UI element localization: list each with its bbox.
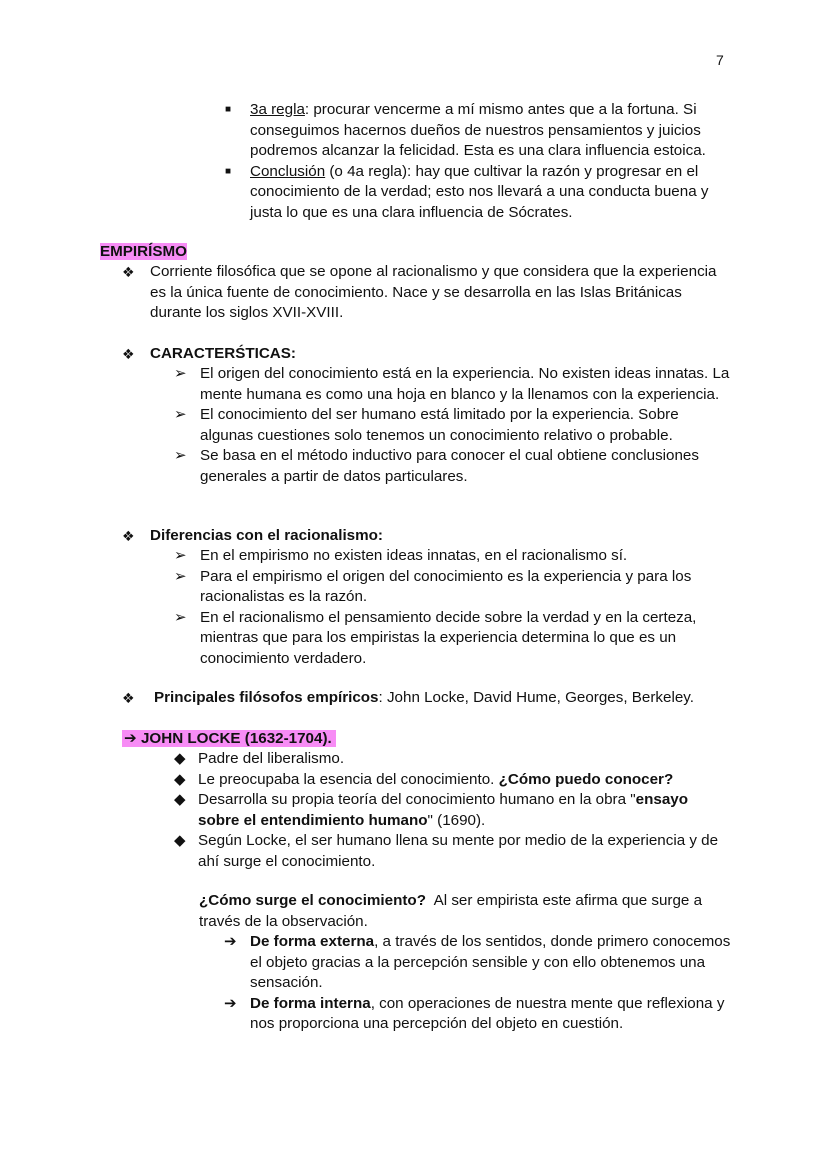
list-item: ➢ El origen del conocimiento está en la experiencia. No existen ideas innatas. La mente humana es como una hoja en blanco y la llenamos con la experiencia. (174, 365, 730, 403)
rule-label: Conclusión (250, 162, 326, 180)
section-heading-empirismo: EMPIRÍSMO (100, 243, 187, 260)
diferencias-title: ❖ Diferencias con el racionalismo: (122, 526, 732, 547)
black-diamond-bullet-icon: ◆ (174, 750, 186, 767)
locke-forms-list (224, 932, 732, 1035)
list-item: ➢ El conocimiento del ser humano está limitado por la experiencia. Sobre algunas cuestiones solo tenemos un conocimiento relativo o probable. (174, 406, 679, 444)
list-item: ◆ Le preocupaba la esencia del conocimiento. ¿Cómo puedo conocer? (174, 770, 730, 791)
list-item: ➢ Para el empirismo el origen del conocimiento es la experiencia y para los racionalistas es la razón. (174, 567, 692, 606)
black-diamond-bullet-icon: ◆ (174, 832, 186, 850)
diamond-bullet-icon: ❖ (122, 690, 135, 706)
list-item: ➢ En el racionalismo el pensamiento decide sobre la verdad y en la certeza, mientras que para los empiristas la experiencia determina lo que es un conocimiento verdadero. (174, 608, 697, 667)
list-item: ➔ De forma interna, con operaciones de nuestra mente que reflexiona y nos proporciona una percepción del objeto en cuestión. (224, 994, 725, 1033)
list-item: ◆ Padre del liberalismo. (174, 749, 730, 770)
page-number: 7 (716, 52, 724, 68)
list-item (225, 100, 730, 162)
list-item: ➢ En el empirismo no existen ideas innatas, en el racionalismo sí. (174, 546, 730, 567)
principales-filosofos: ❖ Principales filósofos empíricos: John Locke, David Hume, Georges, Berkeley. (122, 688, 742, 709)
arrowhead-bullet-icon: ➢ (174, 365, 187, 382)
diferencias-list (174, 546, 730, 670)
empirismo-definition: ❖ Corriente filosófica que se opone al racionalismo y que considera que la experiencia es la única fuente de conocimiento. Nace y se desarrolla en las Islas Británicas durante los siglos XVII-XVIII. (122, 263, 717, 322)
arrowhead-bullet-icon: ➢ (174, 406, 187, 424)
arrow-icon: ➔ (124, 730, 137, 747)
rule-text: (o 4a regla): hay que cultivar la razón y progresar en el conocimiento de la verdad; esto nos llevará a una conducta buena y justa lo que es una clara influencia de Sócrates. (250, 162, 709, 221)
rule-text: : procurar vencerme a mí mismo antes que a la fortuna. Si conseguimos hacernos dueños de nuestros pensamientos y juicios podremos alcanzar la felicidad. Esta es una clara influencia estoica. (250, 101, 706, 160)
square-bullet-icon: ■ (225, 104, 232, 115)
black-diamond-bullet-icon: ◆ (174, 770, 186, 788)
list-item: ◆ Desarrolla su propia teoría del conocimiento humano en la obra "ensayo sobre el entendimiento humano" (1690). (174, 791, 688, 829)
arrow-bullet-icon: ➔ (224, 933, 237, 950)
locke-list (174, 749, 730, 873)
diamond-bullet-icon: ❖ (122, 528, 135, 544)
section-heading-locke: ➔ JOHN LOCKE (1632-1704). (122, 729, 336, 750)
list-item: ➔ De forma externa, a través de los sentidos, donde primero conocemos el objeto gracias a la percepción sensible y con ello obtenemos una sensación. (224, 933, 731, 992)
diamond-bullet-icon: ❖ (122, 346, 135, 362)
black-diamond-bullet-icon: ◆ (174, 791, 186, 809)
list-item: ◆ Según Locke, el ser humano llena su mente por medio de la experiencia y de ahí surge el conocimiento. (174, 832, 719, 870)
arrowhead-bullet-icon: ➢ (174, 567, 187, 585)
rules-list (225, 100, 730, 224)
list-item: ➢ Se basa en el método inductivo para conocer el cual obtiene conclusiones generales a partir de datos particulares. (174, 447, 699, 485)
caracteristicas-title: ❖ CARACTERŚTICAS: (122, 344, 732, 365)
arrow-bullet-icon: ➔ (224, 994, 237, 1012)
arrowhead-bullet-icon: ➢ (174, 608, 187, 626)
locke-question: ¿Cómo surge el conocimiento? Al ser empirista este afirma que surge a través de la observación. (199, 892, 707, 930)
diamond-bullet-icon: ❖ (122, 264, 135, 280)
arrowhead-bullet-icon: ➢ (174, 547, 187, 564)
arrowhead-bullet-icon: ➢ (174, 447, 187, 465)
rule-label: 3a regla (250, 101, 305, 118)
caracteristicas-list (174, 364, 730, 488)
square-bullet-icon: ■ (225, 165, 232, 177)
list-item (225, 162, 730, 224)
